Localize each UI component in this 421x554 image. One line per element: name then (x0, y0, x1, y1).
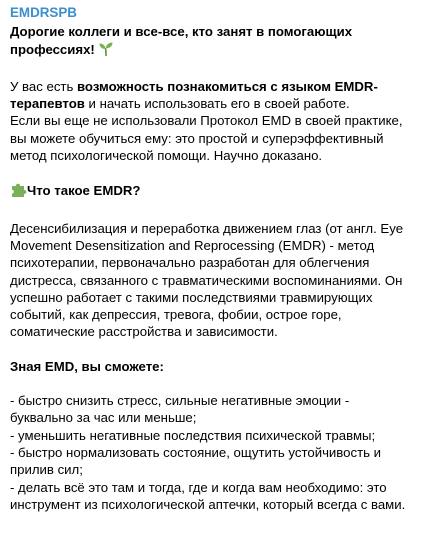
seedling-icon (98, 41, 114, 61)
intro-text-end: и начать использовать его в своей работе. (84, 96, 350, 112)
intro-paragraph-2: Если вы еще не использовали Протокол EMD в своей практике, вы можете обучиться ему: это простой и суперэффективный метод психологической помощи. Научно доказано. (10, 113, 403, 164)
intro-bold: возможность познакомиться с языком EMDR-терапевтов (10, 78, 378, 112)
skill-item: - быстро нормализовать состояние, ощутить устойчивость и прилив сил; (10, 444, 382, 478)
definition-paragraph: Десенсибилизация и переработка движением глаз (от англ. Eye Movement Desensitization and Reprocessing (EMDR) - метод психотерапии, первоначально разработан для облегчения дистресса, связанного с травматическими воспоминаниями. Он успешно работает с такими последствиями травмирующих событий, как депрессия, тревога, фобии, острое горе, соматические расстройства и зависимости. (10, 220, 404, 340)
skills-heading (10, 358, 411, 375)
greeting-text: Дорогие коллеги и все-все, кто занят в помогающих профессиях! (10, 24, 353, 57)
channel-name[interactable]: EMDRSPB (10, 5, 77, 20)
intro-text-start: У вас есть (10, 78, 77, 94)
intro-paragraph (10, 78, 411, 113)
skills-heading-text: Зная EMD, вы сможете: (10, 358, 164, 374)
skill-item: - уменьшить негативные последствия психической травмы; (10, 427, 376, 443)
skill-item: - делать всё это там и тогда, где и когда вам необходимо: это инструмент из психологической аптечки, который всегда с вами. (10, 479, 406, 512)
greeting (10, 23, 411, 61)
what-is-heading (10, 181, 411, 202)
what-is-heading-text: Что такое EMDR? (27, 183, 141, 199)
skill-item: - быстро снизить стресс, сильные негативные эмоции - буквально за час или меньше; (10, 393, 350, 426)
puzzle-icon (10, 181, 27, 202)
